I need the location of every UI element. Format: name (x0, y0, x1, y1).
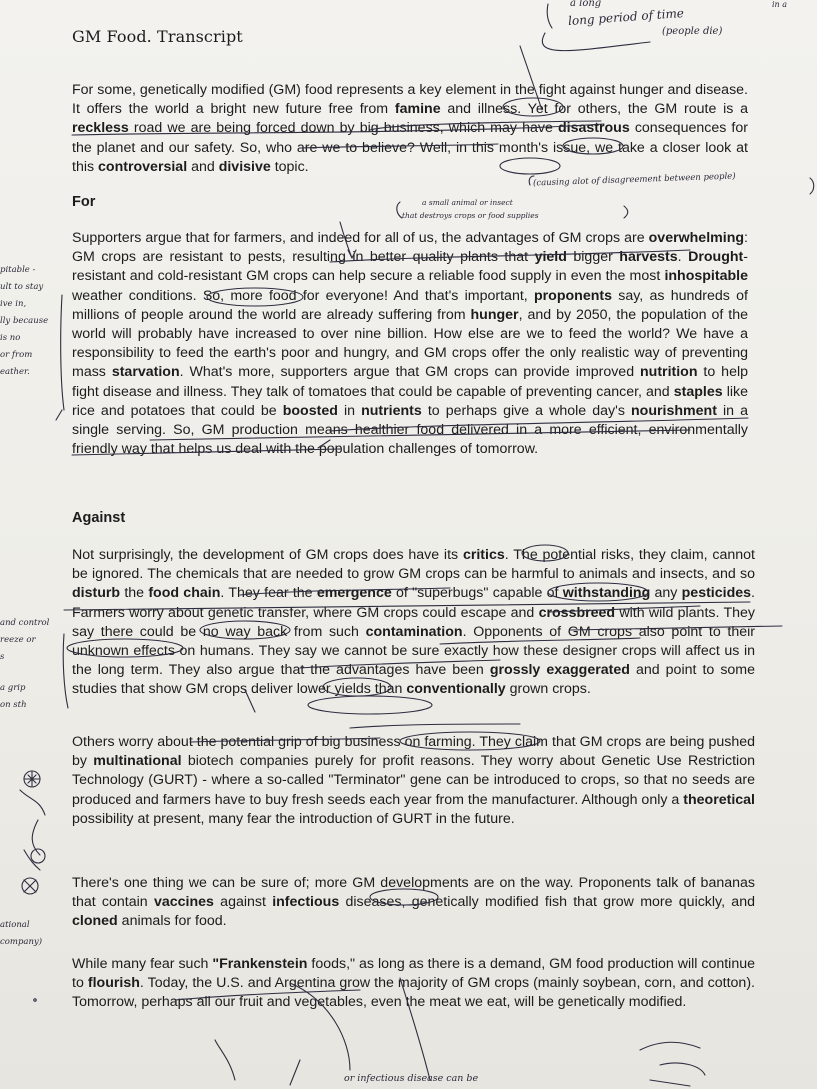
handwritten-note-pest-1: a small animal or insect (422, 198, 513, 207)
handwritten-note-top-1: a long (570, 0, 602, 9)
margin-note-grip: a grip on sth (0, 683, 27, 710)
for-paragraph: Supporters argue that for farmers, and indeed for all of us, the advantages of GM crops are overwhelming: GM crops are resistant to pests, resulting in better quality plants that yield bigger harvests. Drought-resistant and cold-resistant GM crops can help secure a reliable food supply in even the most inhospitable weather conditions. So, more food for everyone! And that's important, proponents say, as hundreds of millions of people around the world are already suffering from hunger, and by 2050, the population of the world will probably have increased to over nine billion. How else are we to feed the world? We have a responsibility to feed the earth's poor and hungry, and GM crops offer the only realistic way of preventing mass starvation. What's more, supporters argue that GM crops can provide improved nutrition to help fight disease and illness. They talk of tomatoes that could be capable of preventing cancer, and staples like rice and potatoes that could be boosted in nutrients to perhaps give a whole day's nourishment in a single serving. So, GM production means healthier food delivered in a more efficient, environmentally friendly way that helps us deal with the population challenges of tomorrow. (72, 230, 749, 458)
against-heading: Against (72, 510, 126, 526)
handwritten-note-bottom: or infectious disease can be (344, 1073, 479, 1084)
for-heading: For (72, 194, 96, 210)
against-paragraph-2: Others worry about the potential grip of big business on farming. They claim that GM crops are being pushed by multinational biotech companies purely for profit reasons. They worry about Genetic Use Restriction Technology (GURT) - where a so-called "Terminator" gene can be introduced to crops, so that no seeds are produced and farmers have to buy fresh seeds each year from the manufacturer. Although only a theoretical possibility at present, many fear the introduction of GURT in the future. (72, 734, 755, 827)
handwritten-note-top-4: in a (772, 0, 788, 9)
closing-paragraph: While many fear such "Frankenstein foods," as long as there is a demand, GM food production will continue to flourish. Today, the U.S. and Argentina grow the majority of GM crops (mainly soybean, corn, and cotton). Tomorrow, perhaps all our fruit and vegetables, even the meat we eat, will be genetically modified. (72, 956, 756, 1011)
handwritten-note-top-3: (people die) (662, 26, 723, 37)
handwritten-note-pest-2: that destroys crops or food supplies (402, 211, 539, 220)
handwritten-note-divisive: (causing alot of disagreement between people) (532, 171, 736, 189)
document-title: GM Food. Transcript (72, 27, 243, 46)
handwritten-note-top-2: long period of time (567, 5, 685, 29)
intro-paragraph: For some, genetically modified (GM) food represents a key element in the fight against hunger and disease. It offers the world a bright new future free from famine and illness. Yet for others, the GM route is a reckless road we are being forced down by big business, which may have disastrous consequences for the planet and our safety. So, who are we to believe? Well, in this month's issue, we take a closer look at this controversial and divisive topic. (72, 82, 748, 175)
margin-note-inhospitable: pitable - ult to stay ive in, lly because is no or from eather. (0, 265, 49, 377)
future-paragraph: There's one thing we can be sure of; more GM developments are on the way. Proponents talk of bananas that contain vaccines against infectious diseases, genetically modified fish that grow more quickly, and cloned animals for food. (72, 875, 755, 930)
margin-note-multinational: ational company) (0, 920, 43, 947)
against-paragraph-1: Not surprisingly, the development of GM crops does have its critics. The potential risks, they claim, cannot be ignored. The chemicals that are needed to grow GM crops can be harmful to animals and insects, and so disturb the food chain. They fear the emergence of "superbugs" capable of withstanding any pesticides. Farmers worry about genetic transfer, where GM crops could escape and crossbreed with wild plants. They say there could be no way back from such contamination. Opponents of GM crops also point to their unknown effects on humans. They say we cannot be sure exactly how these designer crops will affect us in the long term. They also argue that the advantages have been grossly exaggerated and point to some studies that show GM crops deliver lower yields than conventionally grown crops. (72, 547, 756, 698)
margin-note-contamination: and control reeze or s (0, 618, 50, 662)
